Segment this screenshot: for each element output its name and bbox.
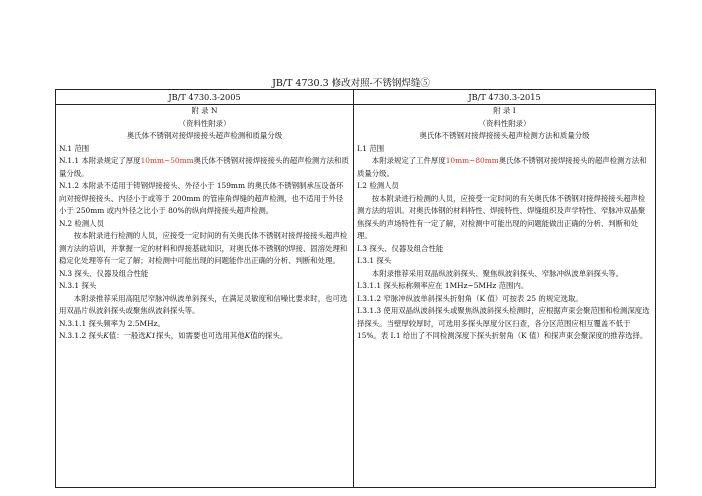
table-body-row — [56, 105, 656, 488]
clause-text: 按本附录进行检测的人员，应接受一定时间的有关奥氏体不锈钢对接焊接接头超声检测方法的培训，并掌握一定的材料和焊接基础知识，对奥氏体不锈钢的焊接、固溶处理和稳定化处理等有一定了解；对检测中可能出现的问题能作出正确的分析、判断和处理。 — [59, 231, 348, 265]
appendix-nature: （资料性附录） — [478, 118, 531, 128]
clause-n312: N.3.1.2 探头K值：一般选K1探头，如需要也可选用其他K值的探头。 — [59, 331, 288, 340]
left-column-header: JB/T 4730.3-2005 — [56, 90, 354, 105]
section-heading: I.1 范围 — [357, 143, 385, 153]
clause-i311: I.3.1.1 探头标称频率应在 1MHz~5MHz 范围内。 — [357, 281, 529, 290]
clause-i313: I.3.1.3 使用双晶纵波斜探头或聚焦纵波斜探头检测时，应根据声束会聚范围和检测深度选择探头。当壁厚较厚时，可选用多探头厚度分区扫查，各分区范围应相互覆盖不低于 15%。表 I.1 给出了不同检测深度下探头折射角（K 值）和探声束会聚深度的推荐选择。 — [357, 306, 650, 340]
clause-n12: N.1.2 本附录不适用于铸钢焊接接头、外径小于 159mm 的奥氏体不锈钢制承压设备环向对接焊接接头、内径小于或等于 200mm 的管座角焊缝的超声检测，也不适用于外径小于 250mm 或内外径之比小于 80%的纵向焊接接头超声检测。 — [59, 181, 344, 215]
section-heading: N.3 探头、仪器及组合性能 — [59, 268, 149, 278]
subsection-heading: N.3.1 探头 — [59, 281, 97, 290]
right-column-header: JB/T 4730.3-2015 — [354, 90, 656, 105]
thickness-range-highlight: 10mm~80mm — [445, 156, 499, 165]
appendix-subject: 奥氏体不锈钢对接焊接接头超声检测方法和质量分级 — [419, 131, 590, 140]
appendix-title: 附 录 N — [191, 106, 218, 115]
comparison-table — [55, 89, 656, 488]
appendix-subject: 奥氏体不锈钢对接焊接接头超声检测和质量分级 — [126, 131, 283, 140]
right-column-2015 — [354, 105, 656, 488]
clause-text: 本附录推荐采用高阻尼窄脉冲纵波单斜探头，在满足灵敏度和信噪比要求时，也可选用双晶片纵波斜探头或聚焦纵波斜探头等。 — [59, 293, 348, 315]
clause-text: 按本附录进行检测的人员，应接受一定时间的有关奥氏体不锈钢对接焊接接头超声检测方法的培训。对奥氏体钢的材料特性、焊接特性、焊缝组织及声学特性、窄脉冲双晶聚焦探头的声场特性有一定了解，对检测中可能出现的问题能做出正确的分析、判断和处理。 — [357, 193, 646, 240]
clause-n11: N.1.1 本附录规定了厚度10mm~50mm奥氏体不锈钢对接焊接接头的超声检测方法和质量分级。 — [59, 156, 349, 178]
clause-text: 本附录推荐采用双晶纵波斜探头、聚焦纵波斜探头、窄脉冲纵波单斜探头等。 — [371, 268, 624, 278]
appendix-nature: （资料性附录） — [178, 118, 231, 128]
appendix-title: 附 录 I — [493, 106, 516, 115]
document-title: JB/T 4730.3 修改对照-不锈钢焊缝⑤ — [272, 78, 430, 89]
clause-i312: I.3.1.2 窄脉冲纵波单斜探头折射角（K 值）可按表 25 的规定选取。 — [357, 293, 583, 303]
section-heading: I.2 检测人员 — [357, 181, 399, 190]
thickness-range-highlight: 10mm~50mm — [140, 156, 194, 165]
section-heading: N.2 检测人员 — [59, 218, 104, 228]
subsection-heading: I.3.1 探头 — [357, 256, 392, 265]
section-heading: I.3 探头、仪器及组合性能 — [357, 243, 444, 253]
clause-n311: N.3.1.1 探头频率为 2.5MHz。 — [59, 318, 165, 328]
left-column-2005 — [56, 105, 354, 488]
table-header-row — [56, 90, 656, 105]
clause-i1: 本附录规定了工件厚度10mm~80mm奥氏体不锈钢对接焊接接头的超声检测方法和质量分级。 — [357, 156, 647, 178]
section-heading: N.1 范围 — [59, 143, 90, 153]
